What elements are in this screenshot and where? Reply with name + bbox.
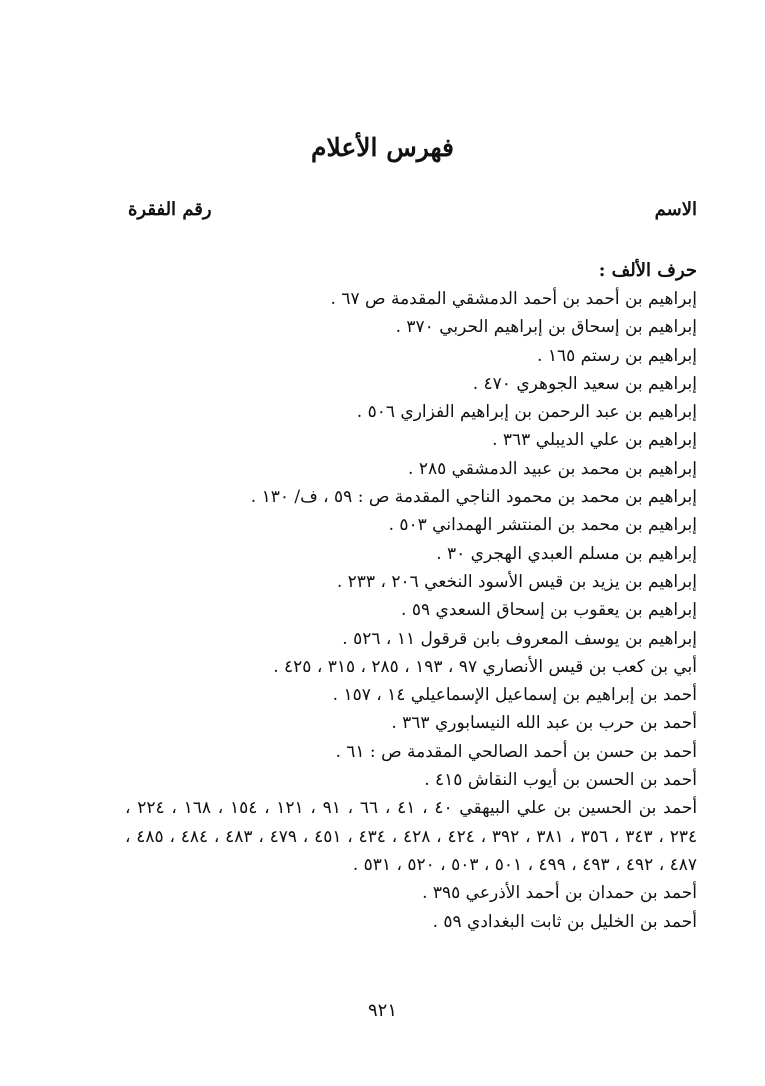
page-title: فهرس الأعلام bbox=[310, 133, 454, 162]
index-entry: إبراهيم بن عبد الرحمن بن إبراهيم الفزاري ٥٠٦ . bbox=[356, 402, 697, 423]
index-entry: إبراهيم بن يعقوب بن إسحاق السعدي ٥٩ . bbox=[401, 600, 697, 621]
index-entry: إبراهيم بن محمد بن المنتشر الهمداني ٥٠٣ . bbox=[388, 515, 697, 536]
index-entry: أحمد بن الحسن بن أيوب النقاش ٤١٥ . bbox=[424, 770, 697, 791]
index-entry: إبراهيم بن إسحاق بن إبراهيم الحربي ٣٧٠ . bbox=[395, 317, 697, 338]
index-entry: أحمد بن حمدان بن أحمد الأذرعي ٣٩٥ . bbox=[422, 883, 697, 904]
index-entry: أحمد بن حرب بن عبد الله النيسابوري ٣٦٣ . bbox=[391, 713, 697, 734]
index-entry: إبراهيم بن رستم ١٦٥ . bbox=[537, 345, 697, 366]
index-entry-long: أحمد بن الحسين بن علي البيهقي ٤٠ ، ٤١ ، ٦٦ ، ٩١ ، ١٢١ ، ١٥٤ ، ١٦٨ ، ٢٢٤ ، ٢٣٤ ، ٣٤٣ ، ٣٥٦ ، ٣٨١ ، ٣٩٢ ، ٤٢٤ ، ٤٢٨ ، ٤٣٤ ، ٤٥١ ، ٤٧٩ ، ٤٨٣ ، ٤٨٤ ، ٤٨٥ ، ٤٨٧ ، ٤٩٢ ، ٤٩٣ ، ٤٩٩ ، ٥٠١ ، ٥٠٣ ، ٥٢٠ ، ٥٣١ . bbox=[125, 798, 698, 875]
index-entries bbox=[125, 256, 697, 936]
column-header-paragraph: رقم الفقرة bbox=[128, 199, 212, 220]
index-entry: إبراهيم بن محمد بن محمود الناجي المقدمة ص : ٥٩ ، ف/ ١٣٠ . bbox=[250, 487, 697, 508]
index-entry: أحمد بن حسن بن أحمد الصالحي المقدمة ص : ٦١ . bbox=[335, 741, 697, 762]
index-entry: إبراهيم بن محمد بن عبيد الدمشقي ٢٨٥ . bbox=[408, 458, 697, 479]
index-entry: أحمد بن الخليل بن ثابت البغدادي ٥٩ . bbox=[432, 911, 697, 932]
index-entry: إبراهيم بن أحمد بن أحمد الدمشقي المقدمة ص ٦٧ . bbox=[330, 289, 697, 309]
section-heading: حرف الألف : bbox=[598, 260, 697, 281]
page-number: ٩٢١ bbox=[367, 1000, 397, 1021]
index-entry: إبراهيم بن علي الديبلي ٣٦٣ . bbox=[492, 430, 697, 451]
index-entry: أبي بن كعب بن قيس الأنصاري ٩٧ ، ١٩٣ ، ٢٨٥ ، ٣١٥ ، ٤٢٥ . bbox=[273, 656, 697, 677]
index-entry: أحمد بن إبراهيم بن إسماعيل الإسماعيلي ١٤ ، ١٥٧ . bbox=[332, 685, 697, 706]
column-header-name: الاسم bbox=[654, 199, 697, 220]
index-entry: إبراهيم بن يوسف المعروف بابن قرقول ١١ ، ٥٢٦ . bbox=[342, 628, 697, 649]
index-entry: إبراهيم بن سعيد الجوهري ٤٧٠ . bbox=[472, 373, 697, 394]
index-entry: إبراهيم بن مسلم العبدي الهجري ٣٠ . bbox=[436, 543, 697, 564]
index-entry: إبراهيم بن يزيد بن قيس الأسود النخعي ٢٠٦ ، ٢٣٣ . bbox=[336, 571, 697, 592]
